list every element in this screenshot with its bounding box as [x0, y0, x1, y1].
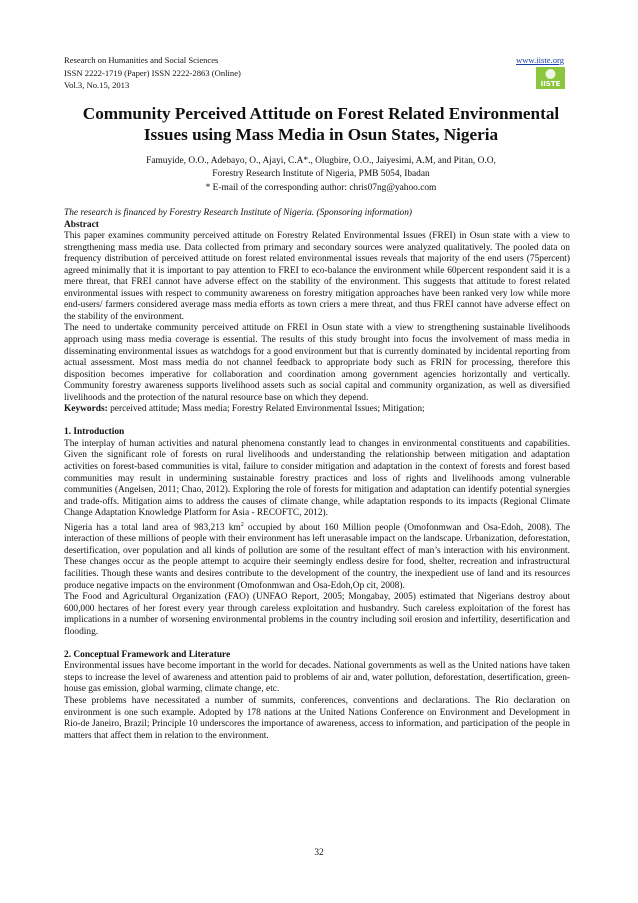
corresponding-email: * E-mail of the corresponding author: chris07ng@yahoo.com: [205, 182, 437, 193]
journal-url-link[interactable]: www.iiste.org: [516, 55, 564, 65]
s1-p2-start: Nigeria has a total land area of 983,213 km: [64, 522, 241, 533]
abstract-paragraph-1: This paper examines community perceived attitude on Forestry Related Environmental Issues (FREI) in Osun state with a view to strengthening mass media use. Data collected from primary and secondary sources were analyzed qualitatively. The pooled data on frequency distribution of perceived attitude on forest related environmental issues reveals that majority of the end users (75percent) agreed minimally that it is important to pay attention to FREI to eco-balance the environment while 60percent respondent said it is a mere threat, that FREI cannot have adverse effect on the stability of the environment. This suggests that attitude to forest related environmental issues with respect to community awareness on forestry mitigation approaches have been ranked very low while more end-users/ farmers considered average mass media efforts as town criers a mere threat, and thus FREI cannot have adverse effect on the stability of the environment.: [64, 231, 570, 322]
iiste-logo: [536, 67, 565, 89]
section-2-paragraph-1: Environmental issues have become important in the world for decades. National governments as well as the United nations have taken steps to increase the level of awareness and attention paid to problems of air and, water pollution, deforestation, desertification, green-house gas emission, global warming, climate change, etc.: [64, 661, 570, 695]
superscript-2: 2: [240, 521, 244, 528]
abstract-paragraph-2: The need to undertake community perceived attitude on FREI in Osun state with a view to strengthening sustainable livelihoods approach using mass media coverage is essential. The results of this study brought into focus the involvement of mass media in disseminating environmental issues as watchdogs for a good environment but that is currently dominated by incidental reporting from actual assessment. Most mass media do not channel feedback to appropriate body such as FRIN for processing, therefore this disposition becomes imperative for collaboration and coordination among government agencies horizontally and vertically. Community forestry awareness supports livelihood assets such as social capital and community organization, as well as diversified livelihoods and the protection of the natural resource base on which they depend.: [64, 323, 570, 403]
section-1-heading: 1. Introduction: [64, 427, 125, 438]
section-2-heading: 2. Conceptual Framework and Literature: [64, 649, 231, 660]
keywords-line: [64, 404, 570, 416]
journal-name: Research on Humanities and Social Sciences: [64, 55, 219, 65]
article-title: Community Perceived Attitude on Forest Related Environmental Issues using Mass Media in Osun States, Nigeria: [82, 104, 560, 144]
funding-note: The research is financed by Forestry Research Institute of Nigeria. (Sponsoring information): [64, 208, 413, 218]
logo-text: IISTE: [540, 80, 561, 88]
s1-p2-rest: occupied by about 160 Million people (Omofonmwan and Osa-Edoh, 2008). The interaction of these millions of people with their environment has left unerasable impact on the landscape. Urbanization, deforestation, desertification, over population and all kinds of pollution are some of the resultant effect of man’s interaction with his environment. These changes occur as the people attempt to acquire their seemingly endless desire for food, shelter, recreation and infrastructural facilities. Though these wants and desires contribute to the development of the country, the inexpedient use of land and its resources produce negative impacts on the environment (Omofonmwan and Osa-Edoh,Op cit, 2008).: [64, 522, 571, 591]
journal-header: [64, 54, 564, 92]
keywords-text: perceived attitude; Mass media; Forestry Related Environmental Issues; Mitigation;: [110, 404, 425, 415]
section-1-paragraph-3: The Food and Agricultural Organization (FAO) (UNFAO Report, 2005; Mongabay, 2005) estimated that Nigerians destroy about 600,000 hectares of her forest every year through careless exploitation and husbandry. Such careless exploitation of the forest has implications in a number of worsening environmental problems in the country including soil erosion and infertility, desertification and flooding.: [64, 592, 570, 637]
author-block: [64, 155, 578, 195]
journal-issn: ISSN 2222-1719 (Paper) ISSN 2222-2863 (Online): [64, 67, 241, 78]
keywords-label: Keywords:: [64, 404, 108, 415]
page-number: 32: [314, 848, 324, 858]
journal-volume: Vol.3, No.15, 2013: [64, 80, 130, 91]
abstract-heading: Abstract: [64, 219, 99, 230]
section-1-paragraph-1: The interplay of human activities and natural phenomena constantly lead to changes in environmental constituents and capabilities. Given the significant role of forests on rural livelihoods and understanding the relationship between mitigation and adaptation activities on forest-based communities is vital, failure to consider mitigation and adaptation in the context of forests and forest based communities may result in undermining sustainable forestry practices and loss of rights and livelihoods among vulnerable communities (Angelsen, 2011; Chao, 2012). Exploring the role of forests for mitigation and adaptation can identify potential synergies and trade-offs. Mitigation aims to address the causes of climate change, while adaptation responds to its impacts (Regional Climate Change Adaptation Knowledge Platform for Asia - RECOFTC, 2012).: [64, 438, 570, 519]
section-2-paragraph-2: These problems have necessitated a number of summits, conferences, conventions and declarations. The Rio declaration on environment is one such example. Adopted by 178 nations at the United Nations Conference on Environment and Development in Rio-de Janeiro, Brazil; Principle 10 underscores the importance of awareness, access to information, and participation of the people in matters that affect them in relation to the environment.: [64, 696, 570, 741]
author-list: Famuyide, O.O., Adebayo, O., Ajayi, C.A*., Olugbire, O.O., Jaiyesimi, A.M, and Pitan, O.O,: [146, 156, 496, 166]
section-1-paragraph-2: [64, 520, 570, 592]
article-body: [64, 208, 570, 742]
affiliation: Forestry Research Institute of Nigeria, PMB 5054, Ibadan: [212, 169, 430, 180]
